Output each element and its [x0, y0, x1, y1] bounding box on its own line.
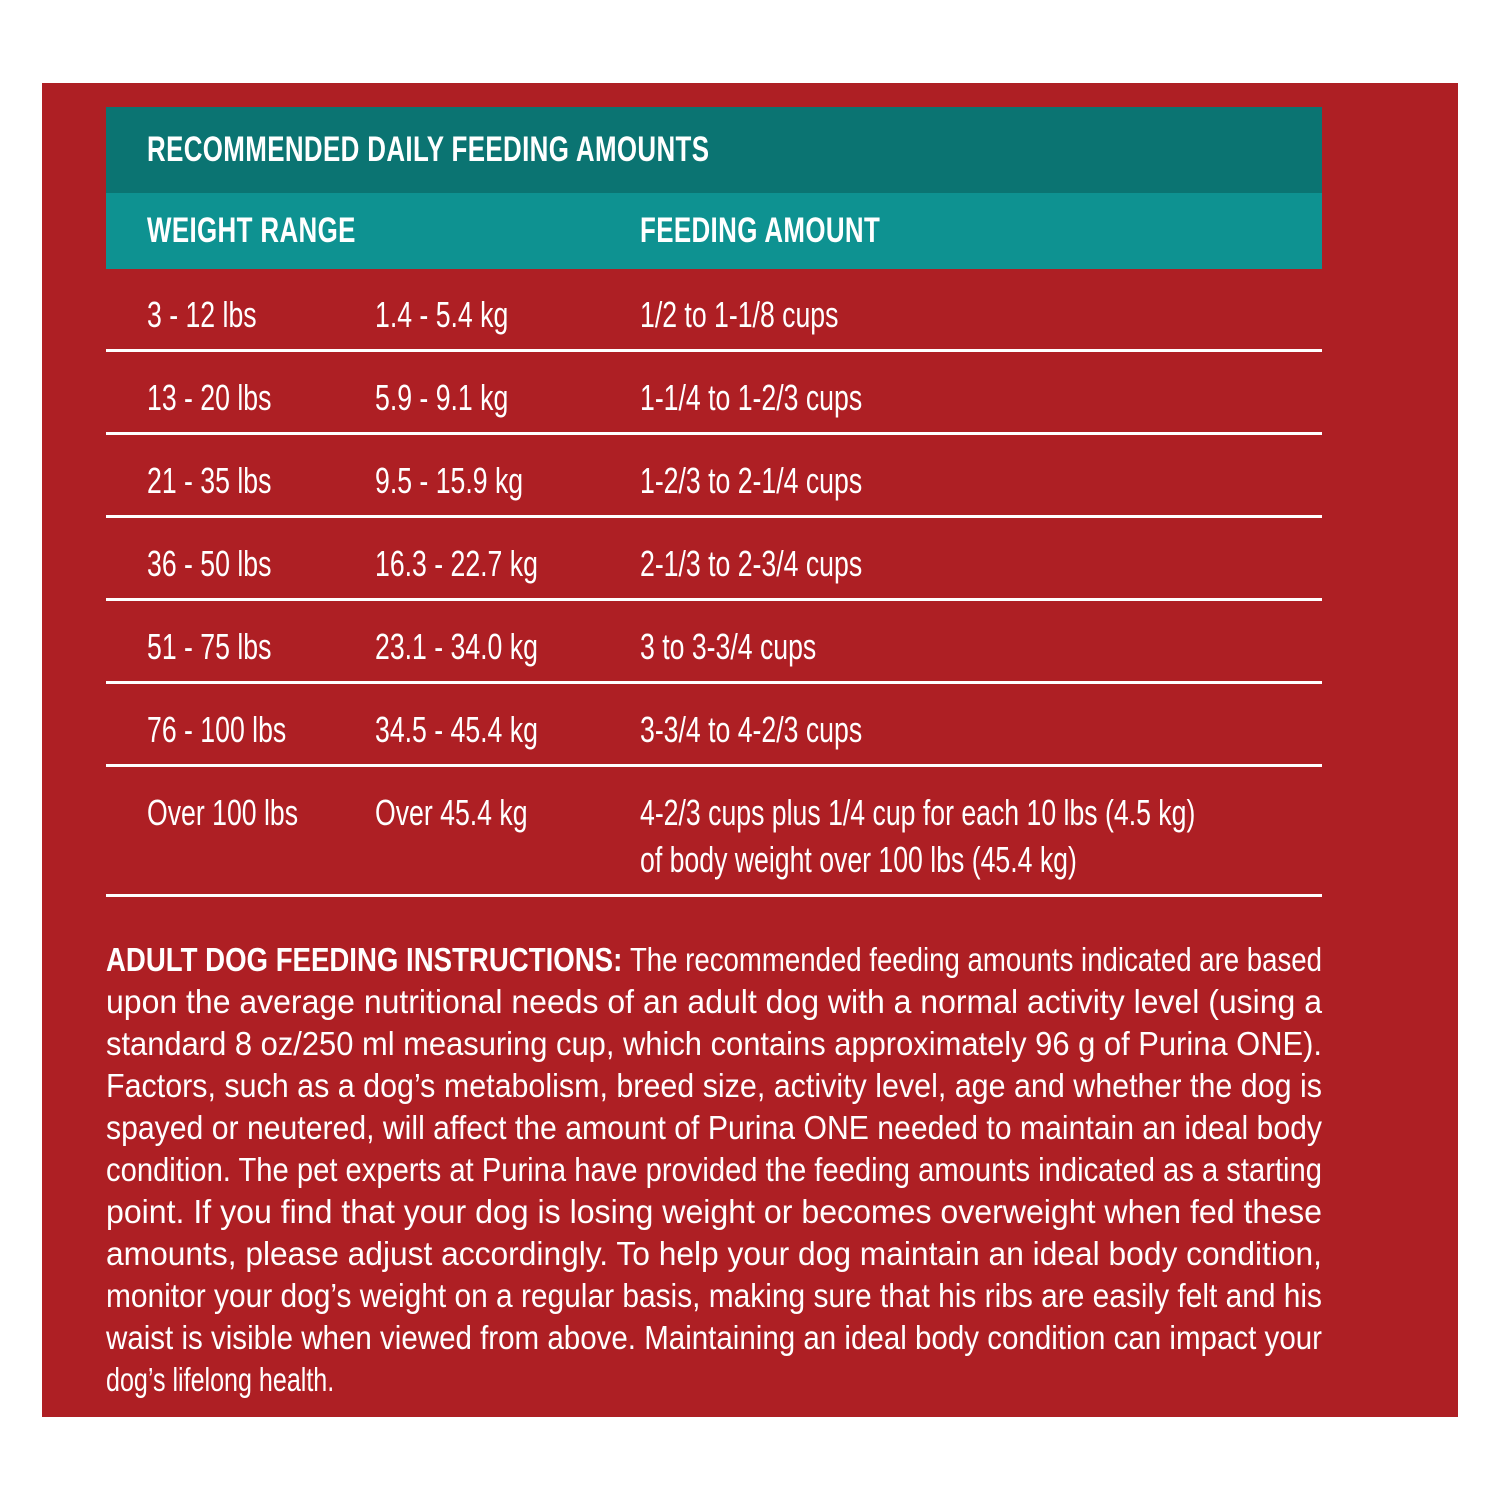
- instructions-line: ADULT DOG FEEDING INSTRUCTIONS: The recommended feeding amounts indicated are based: [106, 941, 1322, 978]
- instructions-line: waist is visible when viewed from above. Maintaining an ideal body condition can impact your: [106, 1319, 1322, 1356]
- weight-lbs: 3 - 12 lbs: [147, 294, 257, 335]
- weight-kg: 16.3 - 22.7 kg: [375, 543, 538, 584]
- table-row: [106, 518, 1322, 601]
- instructions-line: condition. The pet experts at Purina have provided the feeding amounts indicated as a starting: [106, 1151, 1322, 1188]
- table-row: [106, 601, 1322, 684]
- feeding-panel: [42, 83, 1458, 1417]
- feeding-amount: 1-1/4 to 1-2/3 cups: [640, 377, 863, 418]
- table-header-row: [106, 193, 1322, 269]
- instructions-line: point. If you find that your dog is losing weight or becomes overweight when fed these: [106, 1193, 1322, 1230]
- instructions-line: standard 8 oz/250 ml measuring cup, which contains approximately 96 g of Purina ONE).: [106, 1025, 1322, 1062]
- feeding-amount: 3-3/4 to 4-2/3 cups: [640, 709, 863, 750]
- header-feeding-amount: FEEDING AMOUNT: [640, 211, 881, 250]
- instructions-line: amounts, please adjust accordingly. To help your dog maintain an ideal body condition,: [106, 1235, 1322, 1272]
- feeding-instructions: [106, 939, 1322, 1401]
- weight-lbs: 51 - 75 lbs: [147, 626, 272, 667]
- feeding-amount: 1-2/3 to 2-1/4 cups: [640, 460, 863, 501]
- feeding-amount-line-1: 4-2/3 cups plus 1/4 cup for each 10 lbs (4.5 kg): [640, 792, 1196, 833]
- instructions-line: spayed or neutered, will affect the amount of Purina ONE needed to maintain an ideal body: [106, 1109, 1322, 1146]
- instructions-line: dog’s lifelong health.: [106, 1361, 335, 1398]
- weight-kg: 1.4 - 5.4 kg: [375, 294, 509, 335]
- feeding-amount: 1/2 to 1-1/8 cups: [640, 294, 839, 335]
- table-row: [106, 767, 1322, 897]
- feeding-table: [106, 107, 1322, 897]
- feeding-amount: 2-1/3 to 2-3/4 cups: [640, 543, 863, 584]
- instructions-line: monitor your dog’s weight on a regular basis, making sure that his ribs are easily felt and his: [106, 1277, 1322, 1314]
- feeding-amount: 3 to 3-3/4 cups: [640, 626, 817, 667]
- table-row: [106, 435, 1322, 518]
- weight-kg: 9.5 - 15.9 kg: [375, 460, 524, 501]
- weight-kg: 5.9 - 9.1 kg: [375, 377, 509, 418]
- table-row: [106, 684, 1322, 767]
- weight-lbs: 13 - 20 lbs: [147, 377, 272, 418]
- weight-lbs: Over 100 lbs: [147, 792, 299, 833]
- weight-kg: Over 45.4 kg: [375, 792, 528, 833]
- instructions-heading: ADULT DOG FEEDING INSTRUCTIONS:: [106, 941, 623, 978]
- table-title: RECOMMENDED DAILY FEEDING AMOUNTS: [147, 130, 710, 169]
- instructions-line: upon the average nutritional needs of an adult dog with a normal activity level (using a: [106, 983, 1322, 1020]
- instructions-line: Factors, such as a dog’s metabolism, breed size, activity level, age and whether the dog is: [106, 1067, 1322, 1104]
- weight-lbs: 76 - 100 lbs: [147, 709, 287, 750]
- weight-kg: 34.5 - 45.4 kg: [375, 709, 538, 750]
- weight-lbs: 36 - 50 lbs: [147, 543, 272, 584]
- feeding-amount-line-2: of body weight over 100 lbs (45.4 kg): [640, 839, 1077, 880]
- table-row: [106, 269, 1322, 352]
- weight-kg: 23.1 - 34.0 kg: [375, 626, 538, 667]
- header-weight-range: WEIGHT RANGE: [147, 211, 356, 250]
- feeding-amount: [640, 789, 1195, 883]
- table-title-bar: [106, 107, 1322, 193]
- weight-lbs: 21 - 35 lbs: [147, 460, 272, 501]
- table-row: [106, 352, 1322, 435]
